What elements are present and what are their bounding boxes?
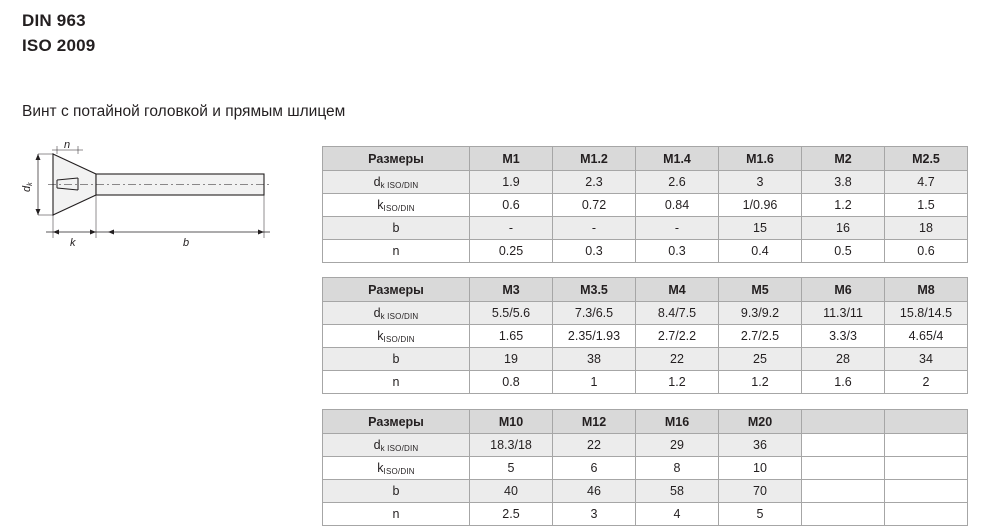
header-cell-m1: M1 [470,147,553,171]
cell-value: 7.3/6.5 [553,302,636,325]
cell-empty [885,503,968,526]
product-subtitle: Винт с потайной головкой и прямым шлицем [22,103,346,120]
cell-value: 38 [553,348,636,371]
screw-drawing-svg [8,140,308,255]
table-row [323,194,968,217]
cell-value: 2.7/2.2 [636,325,719,348]
row-label-k: kISO/DIN [323,194,470,217]
cell-value: 5 [719,503,802,526]
cell-value: 40 [470,480,553,503]
cell-value: 1.6 [802,371,885,394]
header-cell-m25: M2.5 [885,147,968,171]
header-cell-m10: M10 [470,410,553,434]
cell-value: 0.3 [553,240,636,263]
cell-value: - [636,217,719,240]
cell-value: 2.35/1.93 [553,325,636,348]
cell-value: 1.9 [470,171,553,194]
header-cell-m5: M5 [719,278,802,302]
table-row [323,325,968,348]
header-cell-m4: M4 [636,278,719,302]
cell-value: 22 [553,434,636,457]
cell-value: 70 [719,480,802,503]
dimension-table-3-wrap [322,409,968,526]
table-row [323,348,968,371]
row-label-dk: dk ISO/DIN [323,171,470,194]
cell-value: 8.4/7.5 [636,302,719,325]
dimension-table-2 [322,277,968,394]
cell-value: 1.2 [636,371,719,394]
cell-value: 0.5 [802,240,885,263]
cell-value: 34 [885,348,968,371]
cell-value: 9.3/9.2 [719,302,802,325]
header-cell-m6: M6 [802,278,885,302]
table-row [323,503,968,526]
cell-value: 2 [885,371,968,394]
header-cell-m35: M3.5 [553,278,636,302]
row-label-k: kISO/DIN [323,457,470,480]
cell-value: 2.3 [553,171,636,194]
cell-empty [802,503,885,526]
table-row [323,457,968,480]
dimension-table-3 [322,409,968,526]
row-label-k: kISO/DIN [323,325,470,348]
label-b: b [183,237,190,249]
cell-value: 3 [553,503,636,526]
cell-value: 1 [553,371,636,394]
table-header-row [323,410,968,434]
header-cell-m3: M3 [470,278,553,302]
table-row [323,480,968,503]
cell-empty [802,480,885,503]
cell-empty [802,434,885,457]
table-header-row [323,147,968,171]
row-label-dk: dk ISO/DIN [323,434,470,457]
header-cell-m12: M12 [553,410,636,434]
cell-value: 5 [470,457,553,480]
table-header-row [323,278,968,302]
table-row [323,302,968,325]
row-label-n: n [323,240,470,263]
cell-value: 1.2 [802,194,885,217]
cell-value: 19 [470,348,553,371]
cell-value: 1.5 [885,194,968,217]
row-label-n: n [323,371,470,394]
cell-value: 15 [719,217,802,240]
header-cell-sizes: Размеры [323,410,470,434]
standard-title [22,8,95,58]
cell-empty [885,480,968,503]
cell-value: 16 [802,217,885,240]
table-row [323,240,968,263]
header-cell-m2: M2 [802,147,885,171]
cell-value: 1/0.96 [719,194,802,217]
cell-value: 0.84 [636,194,719,217]
table-row [323,171,968,194]
cell-empty [885,457,968,480]
cell-value: 5.5/5.6 [470,302,553,325]
cell-value: 46 [553,480,636,503]
cell-value: 0.6 [470,194,553,217]
cell-value: 2.7/2.5 [719,325,802,348]
label-dk: dk [21,182,34,192]
cell-value: - [470,217,553,240]
cell-empty [885,434,968,457]
cell-value: 3 [719,171,802,194]
header-cell-empty [802,410,885,434]
cell-value: 0.72 [553,194,636,217]
cell-value: 11.3/11 [802,302,885,325]
cell-value: 1.2 [719,371,802,394]
cell-value: 22 [636,348,719,371]
table-row [323,217,968,240]
header-cell-m8: M8 [885,278,968,302]
cell-value: 58 [636,480,719,503]
row-label-b: b [323,348,470,371]
cell-value: 18 [885,217,968,240]
cell-value: 18.3/18 [470,434,553,457]
cell-value: 0.4 [719,240,802,263]
table-row [323,371,968,394]
cell-value: 4.65/4 [885,325,968,348]
cell-value: 4.7 [885,171,968,194]
cell-value: - [553,217,636,240]
dimension-table-2-wrap [322,277,968,394]
cell-value: 29 [636,434,719,457]
header-cell-sizes: Размеры [323,147,470,171]
standard-line-iso: ISO 2009 [22,36,96,55]
row-label-dk: dk ISO/DIN [323,302,470,325]
row-label-n: n [323,503,470,526]
dimension-table-1-wrap [322,146,968,263]
cell-value: 4 [636,503,719,526]
row-label-b: b [323,480,470,503]
cell-value: 0.8 [470,371,553,394]
standard-line-din: DIN 963 [22,11,86,30]
cell-value: 3.3/3 [802,325,885,348]
header-cell-empty [885,410,968,434]
cell-value: 28 [802,348,885,371]
header-cell-m12: M1.2 [553,147,636,171]
cell-value: 2.5 [470,503,553,526]
cell-value: 15.8/14.5 [885,302,968,325]
cell-value: 6 [553,457,636,480]
table-row [323,434,968,457]
cell-value: 10 [719,457,802,480]
header-cell-m16: M16 [636,410,719,434]
header-cell-sizes: Размеры [323,278,470,302]
header-cell-m14: M1.4 [636,147,719,171]
header-cell-m20: M20 [719,410,802,434]
cell-value: 0.3 [636,240,719,263]
cell-value: 2.6 [636,171,719,194]
cell-value: 3.8 [802,171,885,194]
row-label-b: b [323,217,470,240]
cell-value: 25 [719,348,802,371]
cell-value: 0.6 [885,240,968,263]
dimension-table-1 [322,146,968,263]
cell-value: 8 [636,457,719,480]
label-n: n [64,140,71,151]
label-k: k [70,237,76,249]
cell-value: 1.65 [470,325,553,348]
cell-value: 0.25 [470,240,553,263]
cell-empty [802,457,885,480]
screw-technical-drawing [8,140,308,255]
header-cell-m16: M1.6 [719,147,802,171]
cell-value: 36 [719,434,802,457]
